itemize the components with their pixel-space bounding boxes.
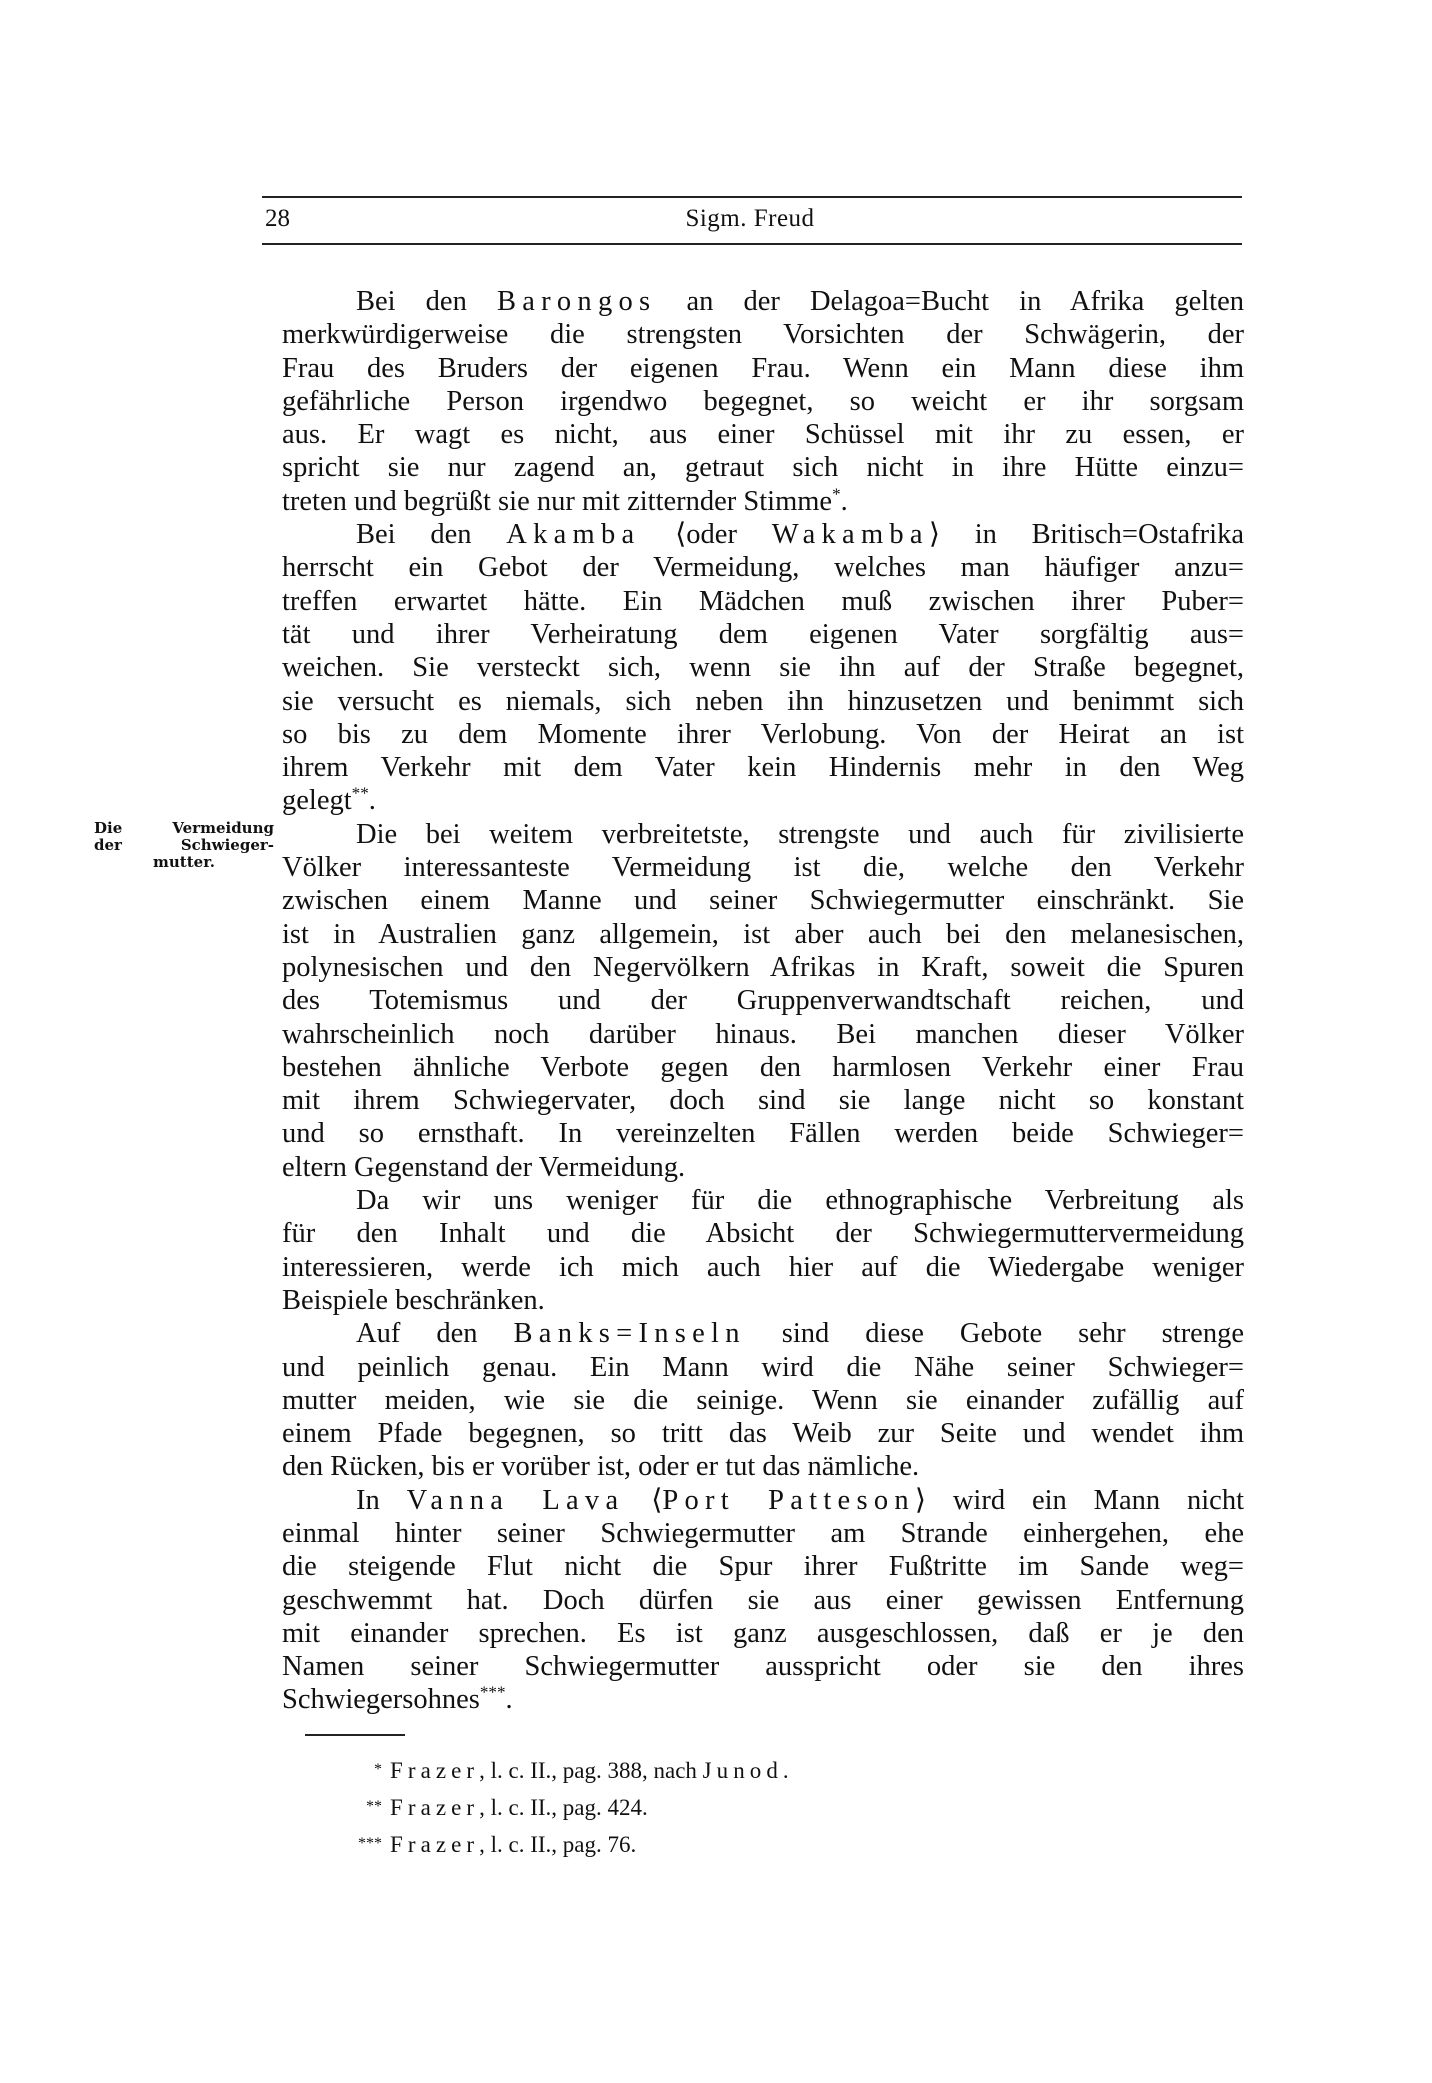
text-line — [282, 551, 1244, 584]
footnote-ref: *** — [479, 1682, 506, 1702]
text-run: Beispiele beschränken. — [282, 1284, 545, 1316]
text-run: Völker interessanteste Vermeidung ist die, welche den Verkehr — [282, 852, 1244, 884]
text-run: mit ihrem Schwiegervater, doch sind sie lange nicht so konstant — [282, 1085, 1244, 1117]
text-line — [282, 1484, 1244, 1517]
text-run: gefährliche Person irgendwo begegnet, so weicht er ihr sorgsam — [282, 385, 1244, 417]
text-line — [282, 285, 1244, 318]
text-line — [282, 585, 1244, 618]
text-run: an der Delagoa=Bucht in Afrika gelten — [656, 286, 1244, 317]
margin-note-line: mutter. — [153, 853, 215, 871]
spaced-name: Junod — [702, 1758, 783, 1783]
text-run: für den Inhalt und die Absicht der Schwiegermuttervermeidung — [282, 1218, 1244, 1250]
text-line — [282, 451, 1244, 484]
text-line — [282, 751, 1244, 784]
spaced-name: Banks=Inseln — [513, 1318, 746, 1350]
text-line — [282, 1051, 1244, 1084]
text-line — [282, 518, 1244, 551]
text-line — [282, 1417, 1244, 1450]
margin-note-line: der Schwieger- — [94, 836, 274, 854]
text-run: und so ernsthaft. In vereinzelten Fällen werden beide Schwieger= — [282, 1118, 1244, 1150]
text-run: Frau des Bruders der eigenen Frau. Wenn ein Mann diese ihm — [282, 352, 1244, 384]
text-run: Die bei weitem verbreitetste, strengste und auch für zivilisierte — [356, 818, 1244, 850]
margin-note-line: Die Vermeidung — [94, 819, 274, 837]
text-run: interessieren, werde ich mich auch hier auf die Wiedergabe weniger — [282, 1251, 1244, 1283]
text-run: ⟨oder — [640, 519, 772, 551]
text-line — [282, 318, 1244, 351]
text-run: . — [368, 785, 376, 817]
text-line — [282, 352, 1244, 385]
text-run: Da wir uns weniger für die ethnographische Verbreitung als — [356, 1185, 1244, 1217]
text-line — [282, 1584, 1244, 1617]
text-run: . — [505, 1684, 513, 1716]
header-rule-top — [262, 196, 1242, 198]
text-line — [282, 1617, 1244, 1650]
text-run: aus. Er wagt es nicht, aus einer Schüssel mit ihr zu essen, er — [282, 419, 1244, 451]
text-line — [282, 1650, 1244, 1683]
text-line — [282, 1351, 1244, 1384]
text-run: , l. c. II., pag. 388, nach — [479, 1758, 703, 1783]
text-line — [282, 1251, 1244, 1284]
text-run: mit einander sprechen. Es ist ganz ausgeschlossen, daß er je den — [282, 1617, 1244, 1649]
spaced-name: Barongos — [496, 286, 657, 317]
text-run: bestehen ähnliche Verbote gegen den harmlosen Verkehr einer Frau — [282, 1051, 1244, 1083]
body-text — [282, 285, 1244, 1717]
footnote-mark: * — [374, 1761, 382, 1778]
footnote — [330, 1789, 789, 1826]
text-run: herrscht ein Gebot der Vermeidung, welches man häufiger anzu= — [282, 552, 1244, 584]
text-run: ist in Australien ganz allgemein, ist aber auch bei den melanesischen, — [282, 918, 1244, 950]
text-run: wahrscheinlich noch darüber hinaus. Bei manchen dieser Völker — [282, 1018, 1244, 1050]
text-line — [282, 385, 1244, 418]
footnote-rule — [305, 1734, 405, 1736]
text-line — [282, 1517, 1244, 1550]
text-run: . — [782, 1758, 789, 1783]
text-run: die steigende Flut nicht die Spur ihrer Fußtritte im Sande weg= — [282, 1551, 1244, 1583]
text-line — [282, 818, 1244, 851]
text-run: mutter meiden, wie sie die seinige. Wenn sie einander zufällig auf — [282, 1384, 1244, 1416]
text-run: spricht sie nur zagend an, getraut sich nicht in ihre Hütte einzu= — [282, 452, 1244, 484]
footnote-ref: * — [832, 484, 841, 504]
text-line — [282, 1184, 1244, 1217]
footnote-mark: ** — [366, 1798, 382, 1815]
header-rule-bottom — [262, 243, 1242, 245]
text-run: zwischen einem Manne und seiner Schwiegermutter einschränkt. Sie — [282, 885, 1244, 917]
page-number: 28 — [265, 205, 290, 232]
text-run: geschwemmt hat. Doch dürfen sie aus einer gewissen Entfernung — [282, 1584, 1244, 1616]
text-line — [282, 984, 1244, 1017]
spaced-name: Vanna Lava — [406, 1484, 625, 1516]
text-line — [282, 1018, 1244, 1051]
text-run: In — [356, 1484, 407, 1516]
text-line — [282, 1550, 1244, 1583]
text-run: , l. c. II., pag. 76. — [479, 1832, 637, 1857]
text-line — [282, 651, 1244, 684]
text-line — [282, 951, 1244, 984]
text-line — [282, 1683, 1244, 1716]
text-line — [282, 418, 1244, 451]
text-run: Namen seiner Schwiegermutter ausspricht oder sie den ihres — [282, 1651, 1244, 1683]
text-run: Bei den — [356, 286, 497, 317]
text-run: so bis zu dem Momente ihrer Verlobung. Von der Heirat an ist — [282, 718, 1244, 750]
text-run: gelegt — [282, 785, 352, 817]
footnotes — [330, 1752, 789, 1863]
spaced-name: Frazer — [390, 1832, 480, 1857]
text-run: eltern Gegenstand der Vermeidung. — [282, 1151, 686, 1183]
text-line — [282, 718, 1244, 751]
text-line — [282, 1284, 1244, 1317]
text-run: ⟨ — [624, 1484, 663, 1516]
text-run: Bei den — [356, 519, 507, 551]
text-line — [282, 1317, 1244, 1350]
text-run: einmal hinter seiner Schwiegermutter am Strande einhergehen, ehe — [282, 1517, 1244, 1549]
text-line — [282, 918, 1244, 951]
footnote-ref: ** — [351, 783, 369, 803]
text-run: Schwiegersohnes — [282, 1684, 480, 1716]
text-run: polynesischen und den Negervölkern Afrikas in Kraft, soweit die Spuren — [282, 951, 1244, 983]
text-run: , l. c. II., pag. 424. — [479, 1795, 648, 1820]
running-head: Sigm. Freud — [685, 205, 815, 232]
spaced-name: Port Patteson — [662, 1484, 915, 1516]
text-run: . — [840, 485, 848, 517]
footnote — [330, 1752, 789, 1789]
text-run: sind diese Gebote sehr strenge — [745, 1318, 1244, 1350]
text-run: merkwürdigerweise die strengsten Vorsichten der Schwägerin, der — [282, 319, 1244, 351]
text-line — [282, 1151, 1244, 1184]
text-line — [282, 884, 1244, 917]
text-run: ihrem Verkehr mit dem Vater kein Hindernis mehr in den Weg — [282, 752, 1244, 784]
text-run: treffen erwartet hätte. Ein Mädchen muß zwischen ihrer Puber= — [282, 585, 1244, 617]
text-run: treten und begrüßt sie nur mit zitternder Stimme — [282, 485, 833, 517]
text-line — [282, 685, 1244, 718]
text-run: einem Pfade begegnen, so tritt das Weib zur Seite und wendet ihm — [282, 1418, 1244, 1450]
text-run: ⟩ in Britisch=Ostafrika — [928, 519, 1244, 551]
text-line — [282, 1450, 1244, 1483]
text-line — [282, 1217, 1244, 1250]
spaced-name: Frazer — [390, 1795, 480, 1820]
text-run: sie versucht es niemals, sich neben ihn hinzusetzen und benimmt sich — [282, 685, 1244, 717]
text-run: Auf den — [356, 1318, 514, 1350]
text-line — [282, 851, 1244, 884]
footnote-mark: *** — [358, 1835, 382, 1852]
spaced-name: Frazer — [390, 1758, 480, 1783]
text-run: weichen. Sie versteckt sich, wenn sie ihn auf der Straße begegnet, — [282, 652, 1244, 684]
text-run: und peinlich genau. Ein Mann wird die Nähe seiner Schwieger= — [282, 1351, 1244, 1383]
text-run: ⟩ wird ein Mann nicht — [914, 1484, 1244, 1516]
spaced-name: Wakamba — [771, 519, 929, 551]
spaced-name: Akamba — [506, 519, 641, 551]
text-run: den Rücken, bis er vorüber ist, oder er tut das nämliche. — [282, 1451, 920, 1483]
text-line — [282, 618, 1244, 651]
text-line — [282, 485, 1244, 518]
text-line — [282, 1384, 1244, 1417]
text-line — [282, 1084, 1244, 1117]
text-line — [282, 1117, 1244, 1150]
text-run: des Totemismus und der Gruppenverwandtschaft reichen, und — [282, 985, 1244, 1017]
footnote — [330, 1826, 789, 1863]
margin-note — [94, 820, 274, 871]
text-run: tät und ihrer Verheiratung dem eigenen Vater sorgfältig aus= — [282, 618, 1244, 650]
text-line — [282, 784, 1244, 817]
